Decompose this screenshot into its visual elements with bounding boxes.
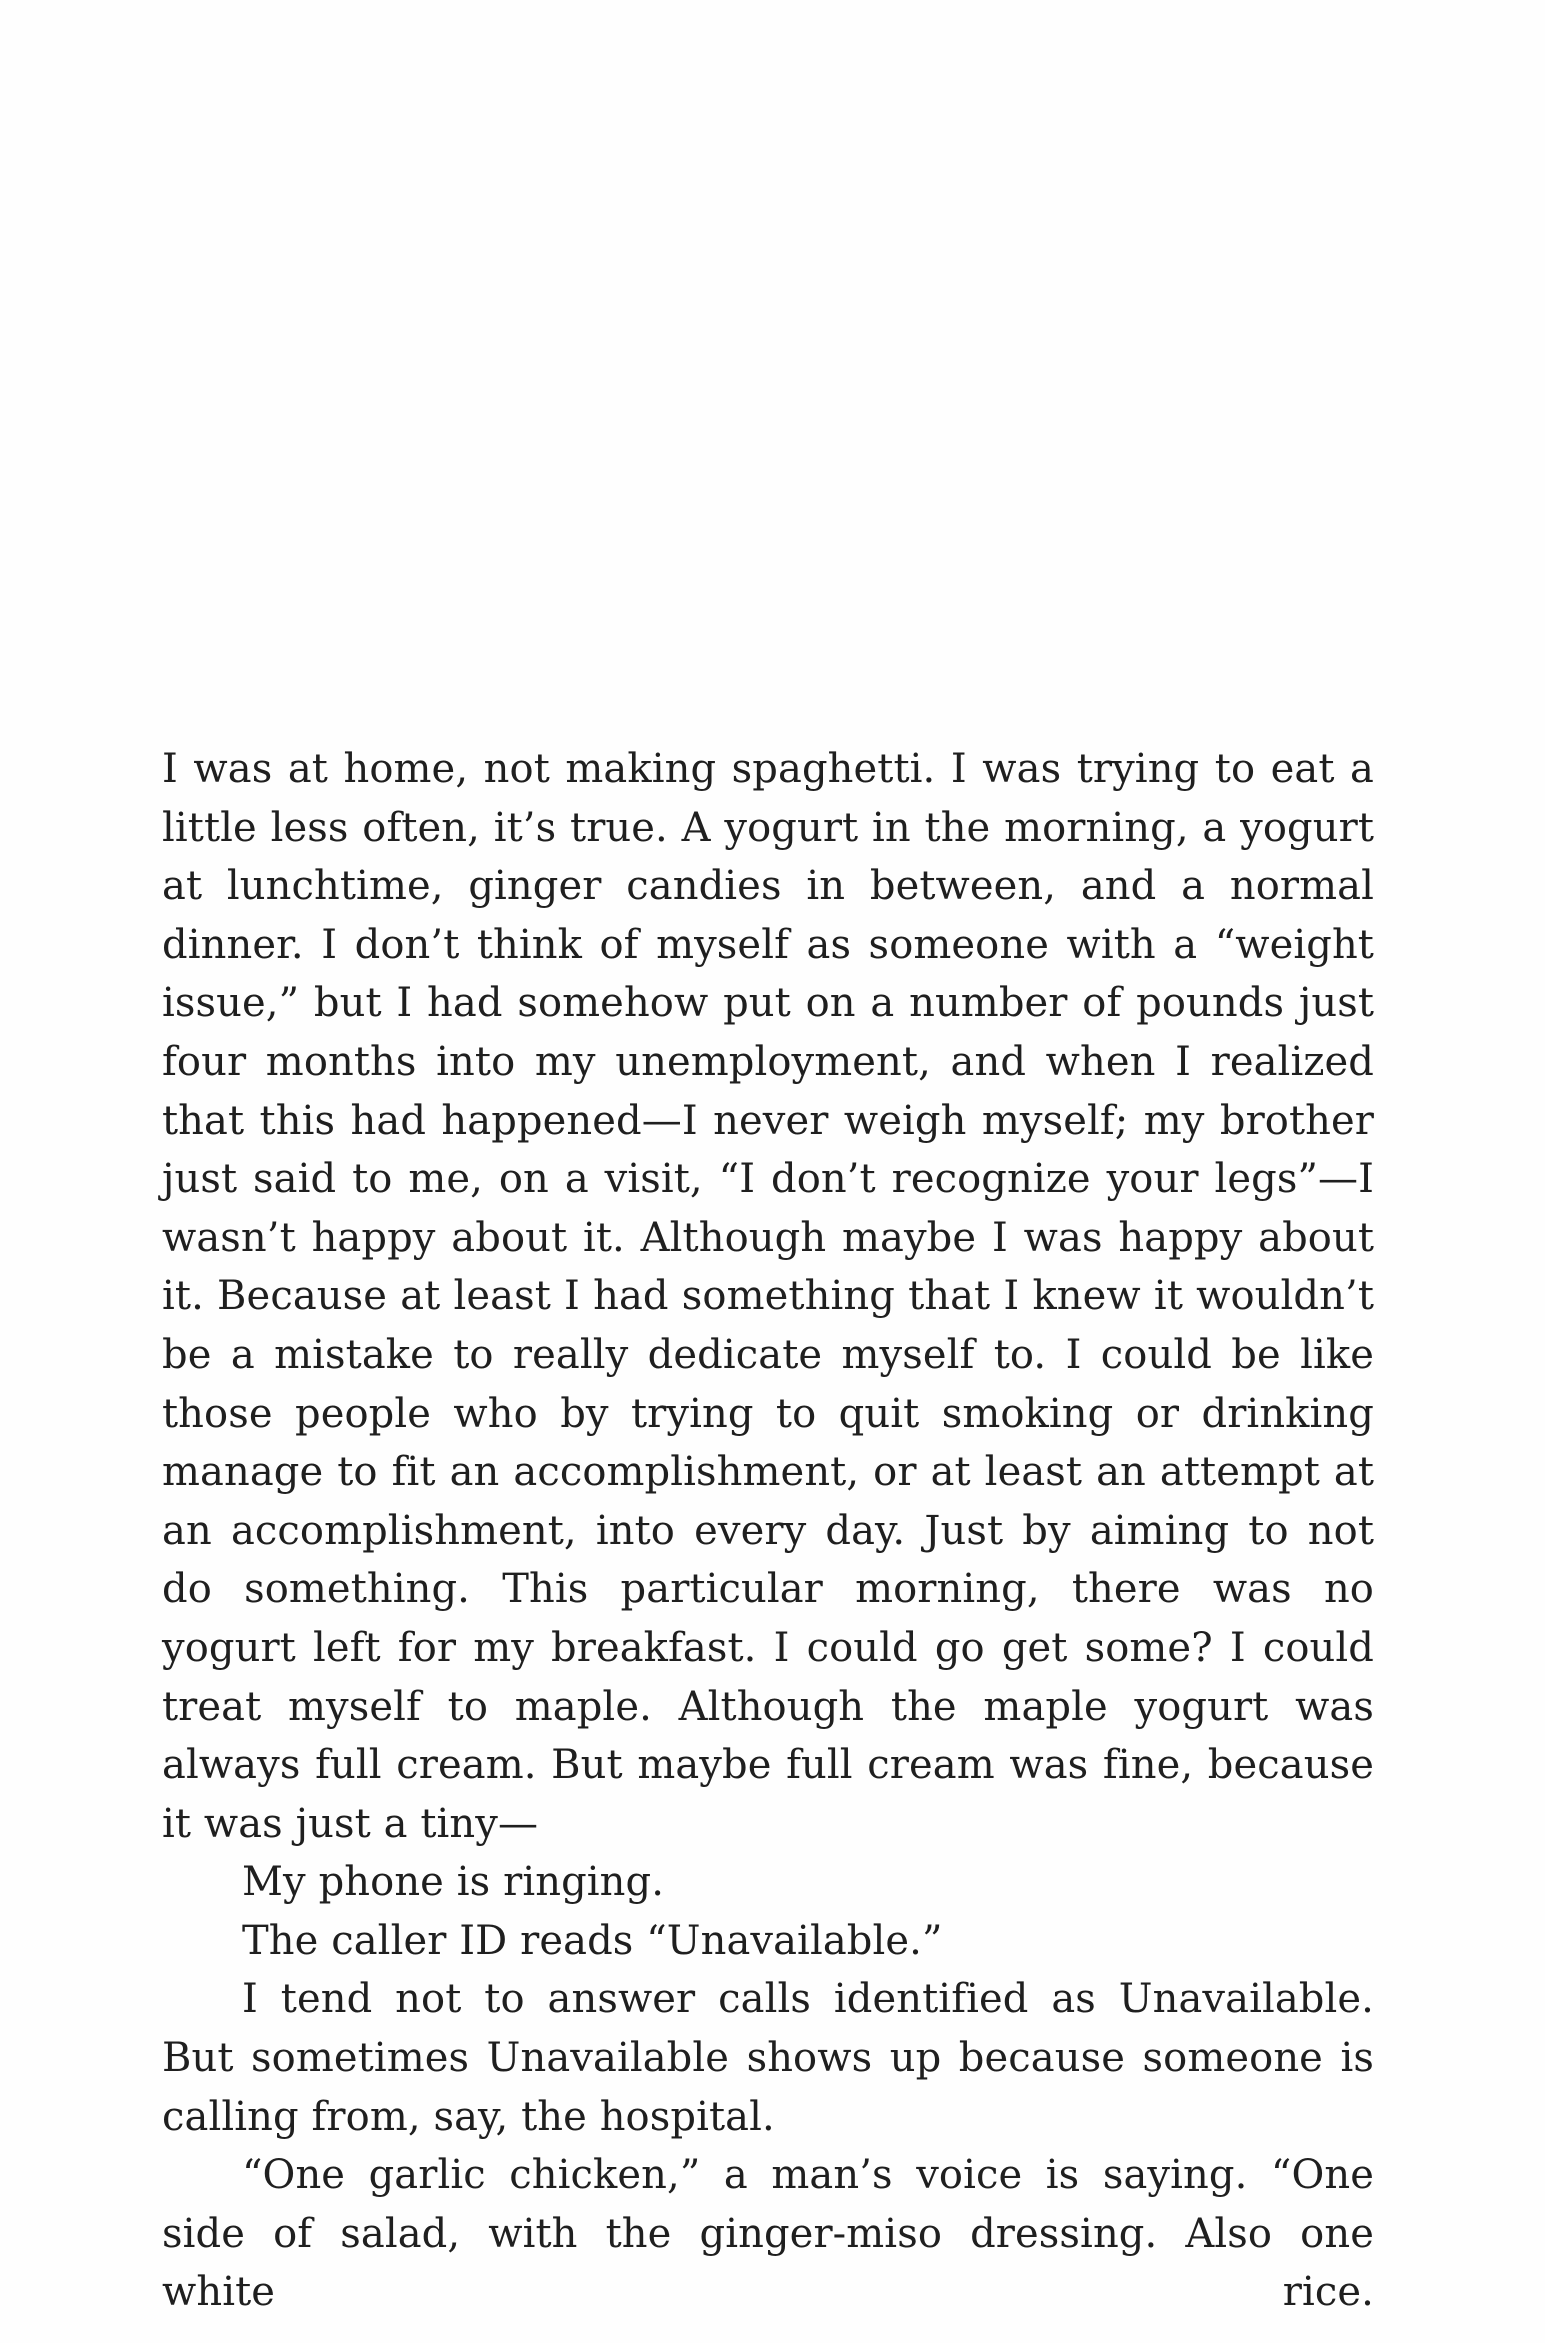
paragraph-1: I was at home, not making spaghetti. I was trying to eat a little less often, it’s true. A yogurt in the morning, a yogurt at lunchtime, ginger candies in between, and a normal dinner. I don’t think of myself as someone with a “weight issue,” but I had somehow put on a number of pounds just four months into my unemployment, and when I realized that this had happened—I never weigh myself; my brother just said to me, on a visit, “I don’t recognize your legs”—I wasn’t happy about it. Although maybe I was happy about it. Because at least I had something that I knew it wouldn’t be a mistake to really dedicate myself to. I could be like those people who by trying to quit smoking or drinking manage to fit an accomplishment, or at least an attempt at an accomplishment, into every day. Just by aiming to not do something. This particular morning, there was no yogurt left for my breakfast. I could go get some? I could treat myself to maple. Although the maple yogurt was always full cream. But maybe full cream was fine, because it was just a tiny— bbox=[162, 746, 1374, 1847]
body-text bbox=[162, 740, 1374, 2322]
paragraph-3: The caller ID reads “Unavailable.” bbox=[242, 1917, 943, 1964]
paragraph-2: My phone is ringing. bbox=[242, 1859, 665, 1906]
paragraph-5: “One garlic chicken,” a man’s voice is saying. “One side of salad, with the ginger-miso dressing. Also one white rice. bbox=[162, 2152, 1374, 2316]
paragraph-4: I tend not to answer calls identified as Unavailable. But sometimes Unavailable shows up because someone is calling from, say, the hospital. bbox=[162, 1976, 1374, 2140]
